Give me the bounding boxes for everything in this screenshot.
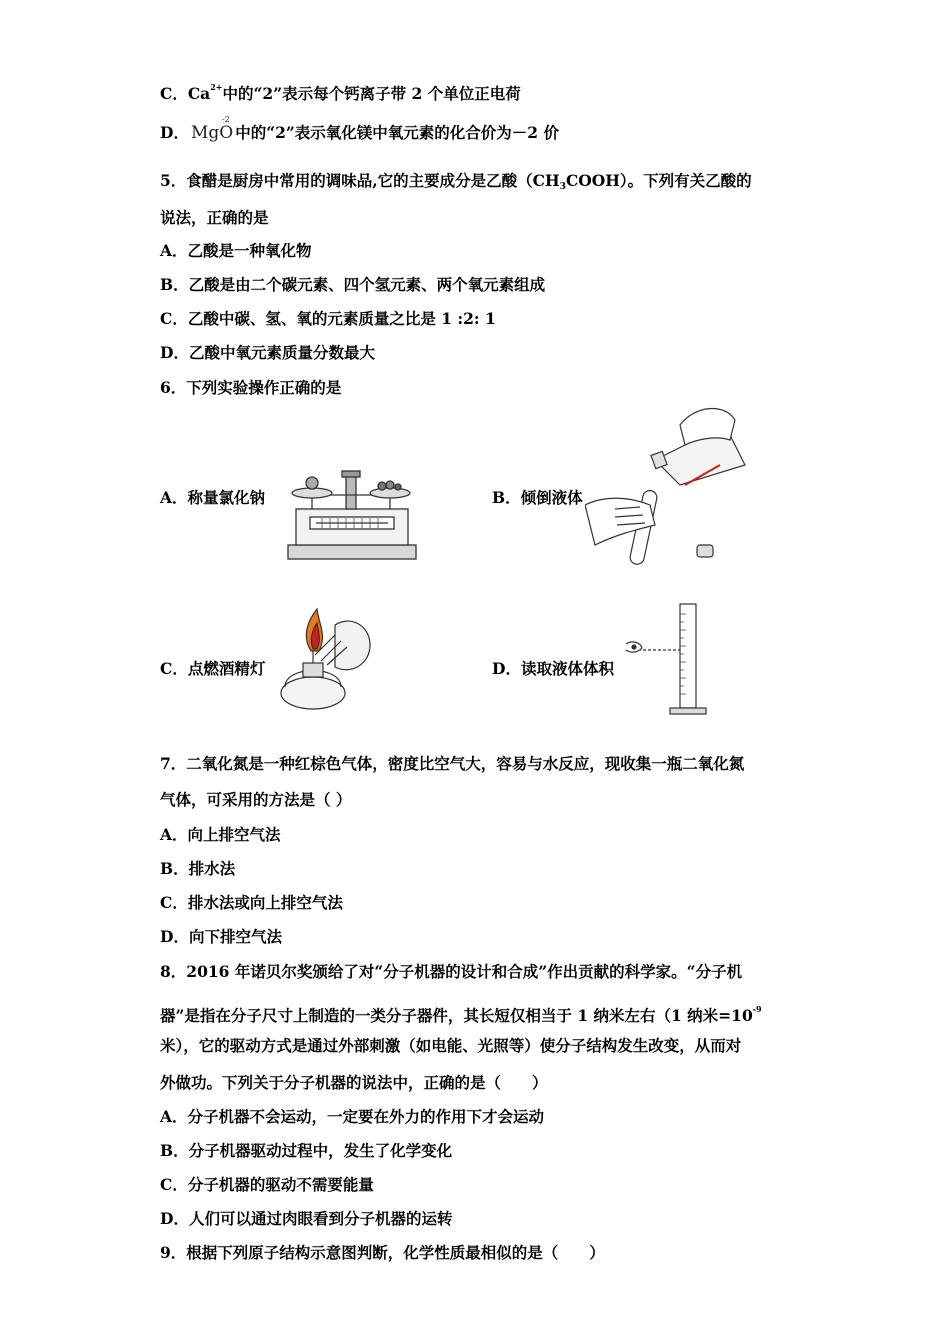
q6-stem: 6．下列实验操作正确的是 <box>160 378 342 397</box>
q8-option-a: A．分子机器不会运动，一定要在外力的作用下才会运动 <box>160 1107 545 1126</box>
q6-option-d-label: D．读取液体体积 <box>492 659 614 678</box>
pouring-liquid-figure <box>585 405 755 575</box>
q7-option-c: C．排水法或向上排空气法 <box>160 893 343 912</box>
q8-stem-line3: 米），它的驱动方式是通过外部刺激（如电能、光照等）使分子结构发生改变，从而对 <box>160 1036 742 1055</box>
q8-option-b: B．分子机器驱动过程中，发生了化学变化 <box>160 1141 453 1160</box>
q4-option-c: C．$Ca^{2+}$中的“2”表示每个钙离子带 2 个单位正电荷 <box>160 82 521 103</box>
q8-stem-line4: 外做功。下列关于分子机器的说法中，正确的是（ ） <box>160 1073 548 1092</box>
q6-option-c-label: C．点燃酒精灯 <box>160 659 266 678</box>
graduated-cylinder-figure <box>620 600 720 720</box>
q5-option-b: B．乙酸是由二个碳元素、四个氢元素、两个氧元素组成 <box>160 275 546 294</box>
q5-stem-line2: 说法，正确的是 <box>160 208 269 227</box>
q6-option-b-label: B．倾倒液体 <box>492 488 583 507</box>
q7-option-b: B．排水法 <box>160 859 236 878</box>
q8-option-c: C．分子机器的驱动不需要能量 <box>160 1175 374 1194</box>
q5-option-d: D．乙酸中氧元素质量分数最大 <box>160 343 375 362</box>
q5-option-c: C．乙酸中碳、氢、氧的元素质量之比是 1 :2: 1 <box>160 309 496 328</box>
q7-option-d: D．向下排空气法 <box>160 927 282 946</box>
balance-scale-figure <box>282 465 422 565</box>
q8-option-d: D．人们可以通过肉眼看到分子机器的运转 <box>160 1209 453 1228</box>
alcohol-lamp-figure <box>275 605 385 715</box>
q5-option-a: A．乙酸是一种氧化物 <box>160 241 312 260</box>
q7-option-a: A．向上排空气法 <box>160 825 281 844</box>
q6-option-a-label: A．称量氯化钠 <box>160 488 266 507</box>
q8-stem-line1: 8．2016 年诺贝尔奖颁给了对“分子机器的设计和合成”作出贡献的科学家。“分子机 <box>160 962 743 981</box>
q7-stem-line2: 气体，可采用的方法是（ ） <box>160 790 352 809</box>
q9-stem: 9．根据下列原子结构示意图判断，化学性质最相似的是（ ） <box>160 1243 605 1262</box>
q4-option-d: D． MgO -2 中的“2”表示氧化镁中氧元素的化合价为－2 价 <box>160 115 559 143</box>
q8-stem-line2: 器”是指在分子尺寸上制造的一类分子器件，其长短仅相当于 1 纳米左右（1 纳米$=10^{-9}$ <box>160 1004 762 1025</box>
q7-stem-line1: 7．二氧化氮是一种红棕色气体，密度比空气大，容易与水反应，现收集一瓶二氧化氮 <box>160 754 745 773</box>
mgo-formula: MgO -2 <box>190 115 234 143</box>
q5-stem-line1: 5．食醋是厨房中常用的调味品,它的主要成分是乙酸$(CH_3COOH)$。下列有关乙酸的 <box>160 171 752 192</box>
